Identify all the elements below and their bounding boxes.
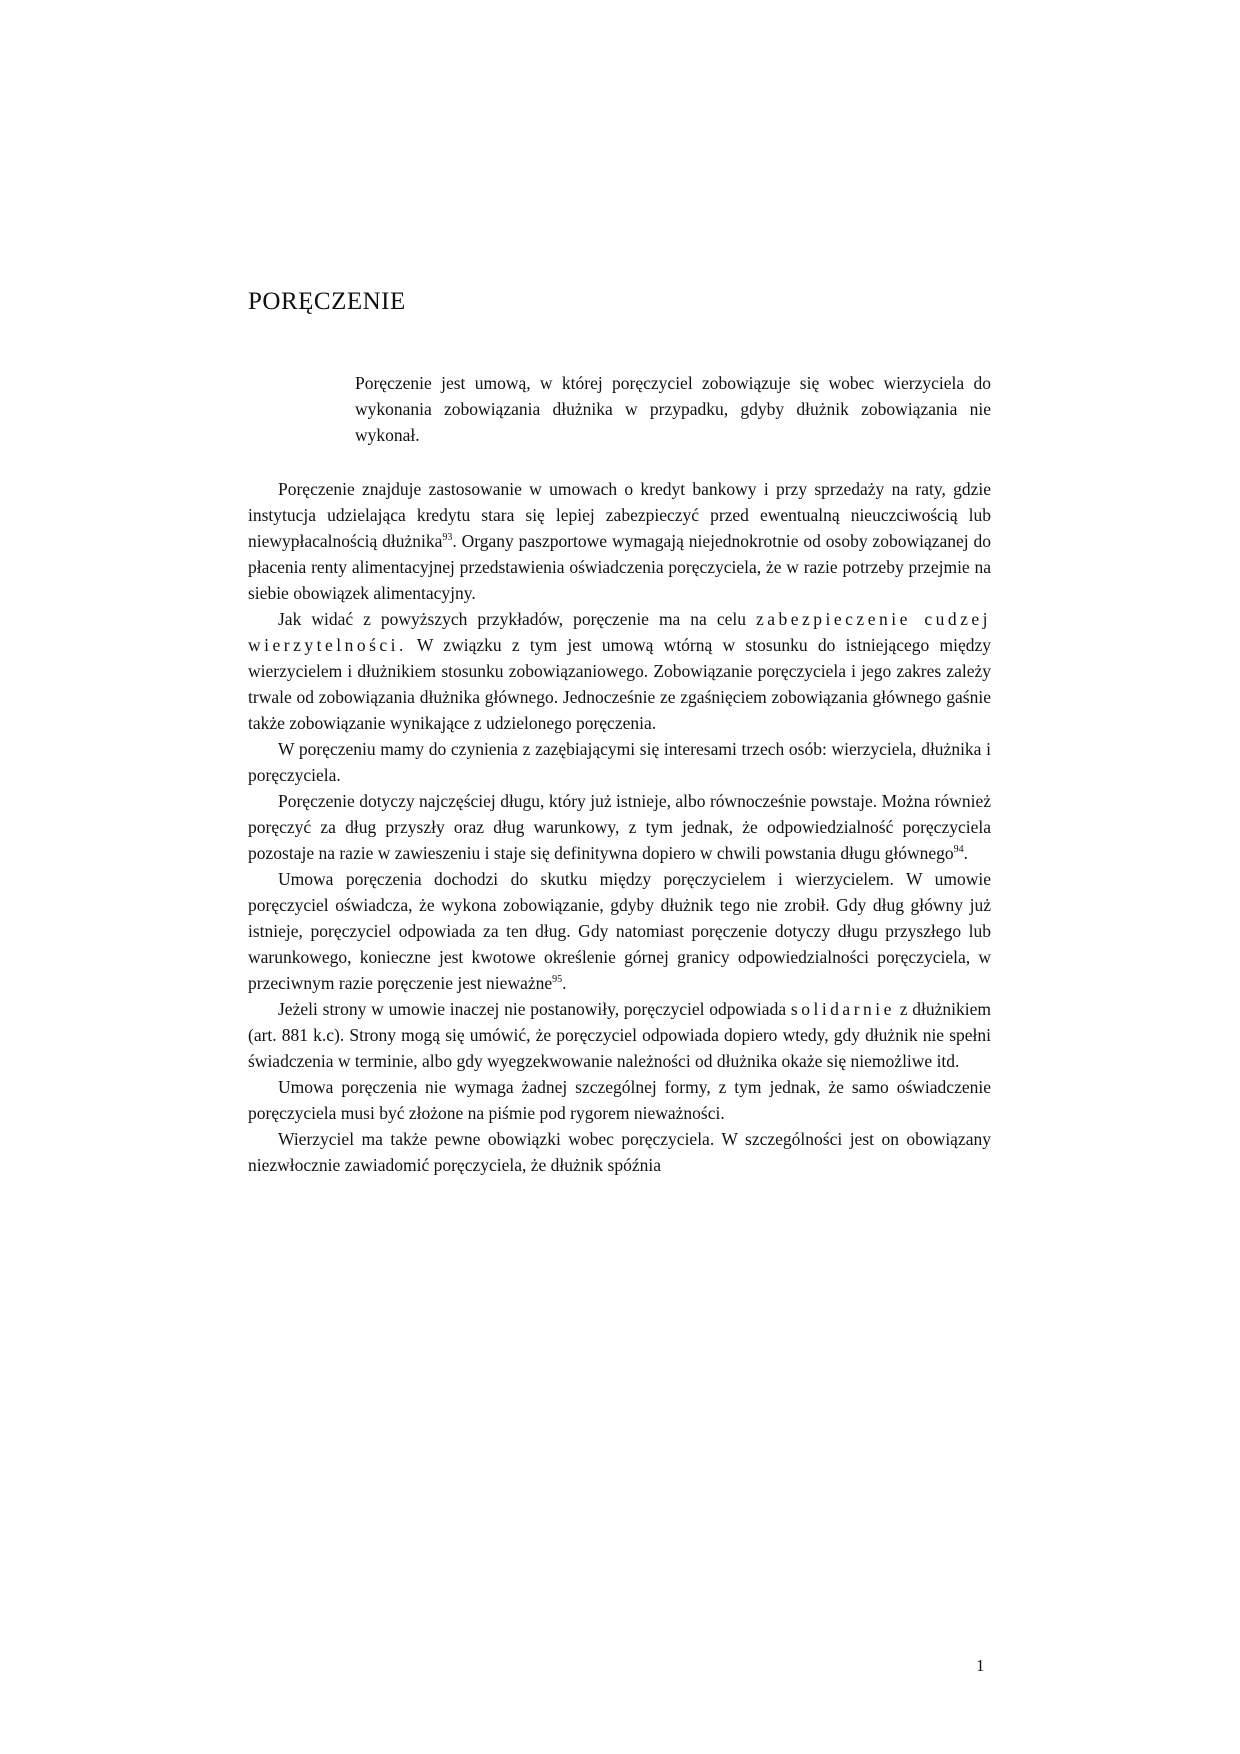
paragraph-8: Wierzyciel ma także pewne obowiązki wobec poręczyciela. W szczególności jest on obowiązany niezwłocznie zawiadomić poręczyciela, że dłużnik spóźnia <box>248 1129 991 1175</box>
paragraph-2-rest: W związku z tym jest umową wtórną w stosunku do istniejącego między wierzycielem i dłużnikiem stosunku zobowiązaniowego. Zobowiązanie poręczyciela i jego zakres zależy trwale od zobowiązania dłużnika głównego. Jednocześnie ze zgaśnięciem zobowiązania głównego gaśnie także zobowiązanie wynikające z udzielonego poręczenia. <box>248 635 991 733</box>
paragraph-2-lead: Jak widać z powyższych przykładów, poręczenie ma na celu <box>278 609 746 629</box>
paragraph-6-rest: z dłużnikiem (art. 881 k.c). Strony mogą się umówić, że poręczyciel odpowiada dopiero wtedy, gdy dłużnik nie spełni świadczenia w terminie, albo gdy wyegzekwowanie należności od dłużnika okaże się niemożliwe itd. <box>248 999 991 1071</box>
paragraph-5 <box>248 866 991 996</box>
definition-block: Poręczenie jest umową, w której poręczyciel zobowiązuje się wobec wierzyciela do wykonania zobowiązania dłużnika w przypadku, gdyby dłużnik zobowiązania nie wykonał. <box>355 373 991 445</box>
page-title: PORĘCZENIE <box>248 288 406 315</box>
paragraph-1-tail: . Organy paszportowe wymagają niejednokrotnie od osoby zobowiązanej do płacenia renty alimentacyjnej przedstawienia oświadczenia poręczyciela, że w razie potrzeby przejmie na siebie obowiązek alimentacyjny. <box>248 531 991 603</box>
paragraph-5-tail: . <box>562 973 567 993</box>
paragraph-6-emphasis: solidarnie <box>790 999 895 1019</box>
footnote-ref-93: 93 <box>442 532 453 544</box>
footnote-ref-95: 95 <box>552 974 563 986</box>
paragraph-2 <box>248 606 991 736</box>
footnote-ref-94: 94 <box>953 844 964 856</box>
body-text <box>248 476 991 1178</box>
paragraph-5-text: Umowa poręczenia dochodzi do skutku między poręczycielem i wierzycielem. W umowie poręczyciel oświadcza, że wykona zobowiązanie, gdyby dłużnik tego nie zrobił. Gdy dług główny już istnieje, poręczyciel odpowiada za ten dług. Gdy natomiast poręczenie dotyczy długu przyszłego lub warunkowego, konieczne jest kwotowe określenie górnej granicy odpowiedzialności poręczyciela, w przeciwnym razie poręczenie jest nieważne <box>248 869 991 993</box>
paragraph-7: Umowa poręczenia nie wymaga żadnej szczególnej formy, z tym jednak, że samo oświadczenie poręczyciela musi być złożone na piśmie pod rygorem nieważności. <box>248 1077 991 1123</box>
page-number: 1 <box>976 1656 985 1675</box>
paragraph-6-lead: Jeżeli strony w umowie inaczej nie postanowiły, poręczyciel odpowiada <box>278 999 787 1019</box>
paragraph-4 <box>248 788 991 866</box>
paragraph-1 <box>248 476 991 606</box>
paragraph-1-text: Poręczenie znajduje zastosowanie w umowach o kredyt bankowy i przy sprzedaży na raty, gdzie instytucja udzielająca kredytu stara się lepiej zabezpieczyć przed ewentualną nieuczciwością lub niewypłacalnością dłużnika <box>248 479 991 551</box>
paragraph-4-tail: . <box>963 843 968 863</box>
paragraph-2-emphasis: zabezpieczenie cudzej wierzytelności. <box>248 609 992 655</box>
paragraph-6 <box>248 996 991 1074</box>
paragraph-4-text: Poręczenie dotyczy najczęściej długu, który już istnieje, albo równocześnie powstaje. Można również poręczyć za dług przyszły oraz dług warunkowy, z tym jednak, że odpowiedzialność poręczyciela pozostaje na razie w zawieszeniu i staje się definitywna dopiero w chwili powstania długu głównego <box>248 791 991 863</box>
paragraph-3: W poręczeniu mamy do czynienia z zazębiającymi się interesami trzech osób: wierzyciela, dłużnika i poręczyciela. <box>248 739 991 785</box>
